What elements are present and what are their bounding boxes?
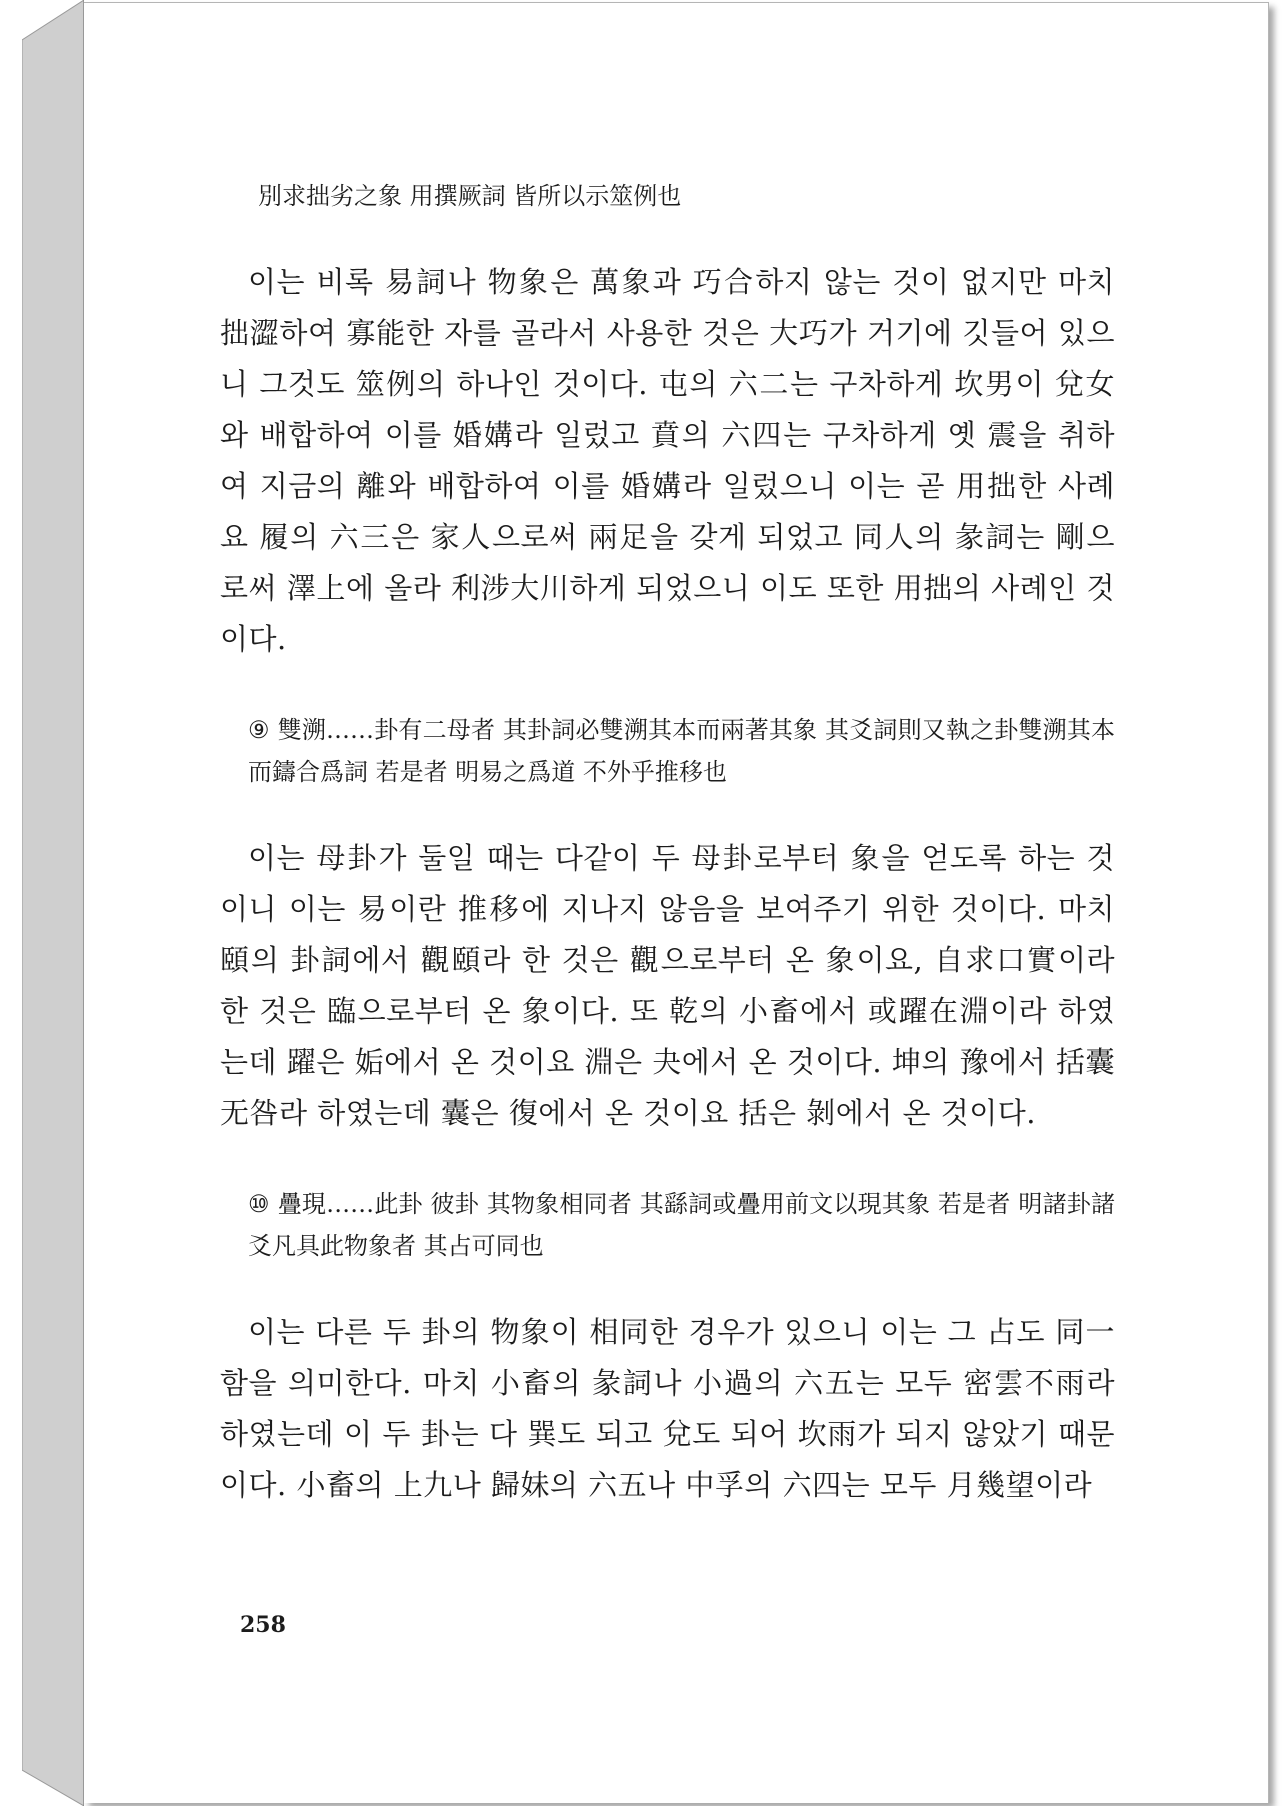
hanja-quote-1: [220, 175, 1115, 217]
page-text: [220, 175, 1115, 1555]
quote-number: ⑨: [248, 716, 270, 744]
hanja-quote-10: [220, 1183, 1115, 1267]
korean-paragraph-2: [220, 833, 1115, 1139]
hanja-quote-9: [220, 709, 1115, 793]
korean-paragraph-1: [220, 257, 1115, 665]
page-number: 258: [240, 1612, 286, 1638]
quote-number: ⑩: [248, 1190, 270, 1218]
quote-text: 疊現……此卦 彼卦 其物象相同者 其繇詞或疊用前文以現其象 若是者 明諸卦諸爻凡具此物象者 其占可同也: [248, 1190, 1115, 1260]
quote-text: 別求拙劣之象 用撰厥詞 皆所以示筮例也: [258, 182, 682, 210]
paragraph-text: 이는 다른 두 卦의 物象이 相同한 경우가 있으니 이는 그 占도 同一함을 의미한다. 마치 小畜의 彖詞나 小過의 六五는 모두 密雲不雨라 하였는데 이 두 卦는 다 巽도 되고 兌도 되어 坎雨가 되지 않았기 때문이다. 小畜의 上九나 歸妹의 六五나 中孚의 六四는 모두 月幾望이라: [220, 1315, 1115, 1502]
paragraph-text: 이는 母卦가 둘일 때는 다같이 두 母卦로부터 象을 얻도록 하는 것이니 이는 易이란 推移에 지나지 않음을 보여주기 위한 것이다. 마치 頤의 卦詞에서 觀頤라 한 것은 觀으로부터 온 象이요, 自求口實이라 한 것은 臨으로부터 온 象이다. 또 乾의 小畜에서 或躍在淵이라 하였는데 躍은 姤에서 온 것이요 淵은 夬에서 온 것이다. 坤의 豫에서 括囊无咎라 하였는데 囊은 復에서 온 것이요 括은 剝에서 온 것이다.: [220, 841, 1115, 1130]
book-spine: [22, 0, 84, 1806]
korean-paragraph-3: [220, 1307, 1115, 1511]
paragraph-text: 이는 비록 易詞나 物象은 萬象과 巧合하지 않는 것이 없지만 마치 拙澀하여 寡能한 자를 골라서 사용한 것은 大巧가 거기에 깃들어 있으니 그것도 筮例의 하나인 것이다. 屯의 六二는 구차하게 坎男이 兌女와 배합하여 이를 婚媾라 일렀고 賁의 六四는 구차하게 옛 震을 취하여 지금의 離와 배합하여 이를 婚媾라 일렀으니 이는 곧 用拙한 사례요 履의 六三은 家人으로써 兩足을 갖게 되었고 同人의 彖詞는 剛으로써 澤上에 올라 利涉大川하게 되었으니 이도 또한 用拙의 사례인 것이다.: [220, 265, 1115, 656]
quote-text: 雙溯……卦有二母者 其卦詞必雙溯其本而兩著其象 其爻詞則又執之卦雙溯其本而鑄合爲詞 若是者 明易之爲道 不外乎推移也: [248, 716, 1115, 786]
